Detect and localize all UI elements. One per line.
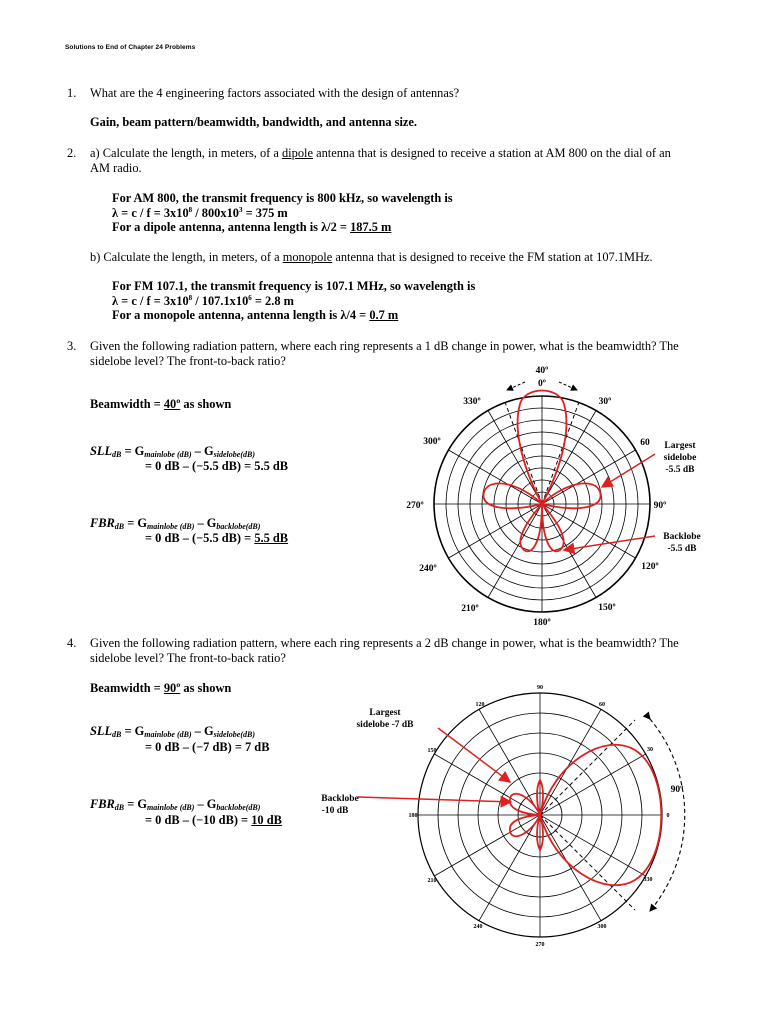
q4-backlobe-label-2: -10 dB: [321, 806, 349, 816]
q3-fbr-eq: [90, 516, 260, 531]
q4-angle-60: 60: [599, 702, 605, 708]
q3-sidelobe-label-2: sidelobe: [663, 453, 697, 463]
q3-beam-arrow-right: [559, 382, 577, 390]
q2a-text-pre: a) Calculate the length, in meters, of a: [90, 146, 282, 160]
q3-sll-eq: [90, 444, 255, 459]
q4-line1: Given the following radiation pattern, where each ring represents a 2 dB change in power, what is the beamwidth? The: [90, 636, 679, 650]
q4-sidelobe-label-2: sidelobe -7 dB: [356, 720, 414, 730]
q3-angle-30: 30º: [598, 397, 612, 407]
q4-fbr-calc-pre: = 0 dB – (−10 dB) =: [145, 813, 252, 827]
q4-bw-pre: Beamwidth =: [90, 681, 164, 695]
q4-sll-sub: dB: [112, 730, 122, 739]
q4-bw-post: as shown: [180, 681, 232, 695]
q3-fbr-sub: dB: [114, 522, 125, 531]
q4-fbr-eq: [90, 797, 260, 812]
q2a-ans2-exp1: 8: [188, 206, 193, 214]
q4-sll-sym: SLL: [90, 724, 113, 738]
q3-angle-150: 150º: [598, 603, 616, 613]
q2a-text-post: antenna that is designed to receive a station at AM 800 on the dial of an: [312, 146, 671, 160]
q3-sll-sub: dB: [112, 450, 122, 459]
q3-fbr-main: mainlobe (dB): [147, 522, 195, 531]
q3-bw-post: as shown: [180, 397, 232, 411]
q2a-answer-3: [112, 220, 391, 235]
q3-angle-120: 120º: [641, 562, 659, 572]
q3-polar-chart: [380, 362, 720, 630]
q1-answer: Gain, beam pattern/beamwidth, bandwidth, and antenna size.: [90, 115, 418, 129]
q4-beamwidth: [90, 681, 231, 696]
q4-angle-90: 90: [537, 685, 543, 691]
q4-sidelobe-upper: [510, 794, 540, 815]
q2b-ans2-pre: λ = c / f = 3x10: [112, 294, 189, 308]
q4-angle-270: 270: [535, 942, 545, 948]
q3-angle-60: 60: [640, 438, 650, 448]
q3-angle-0: 0º: [538, 379, 546, 389]
q3-fbr-calc-val: 5.5 dB: [254, 531, 289, 545]
q4-fbr-back: backlobe(dB): [216, 803, 261, 812]
q2b-text-pre: b) Calculate the length, in meters, of a: [90, 250, 283, 264]
q4-bw-val: 90º: [163, 681, 181, 695]
q3-angle-330: 330º: [463, 397, 481, 407]
q2b-answer-3: [112, 308, 398, 323]
q3-fbr-sym: FBR: [90, 516, 115, 530]
q3-backlobe-label-1: Backlobe: [663, 532, 701, 542]
q3-angle-210: 210º: [461, 604, 479, 614]
q4-angle-0: 0: [666, 813, 670, 819]
q4-fbr-sub: dB: [114, 803, 125, 812]
q2a-ans2-exp2: 3: [238, 206, 243, 214]
q3-number: 3.: [67, 339, 77, 353]
q4-sll-eq: [90, 724, 255, 739]
q3-fbr-calc: [145, 531, 288, 546]
q2a-text-line2: AM radio.: [90, 161, 142, 175]
q3-fbr-back: backlobe(dB): [216, 522, 261, 531]
q4-angle-330: 330: [643, 877, 653, 883]
q2a-ans2-post: = 375 m: [242, 206, 288, 220]
q4-angle-300: 300: [597, 924, 607, 930]
q2b-ans3-pre: For a monopole antenna, antenna length is λ/4 =: [112, 308, 370, 322]
q4-backlobe-arrow: [358, 797, 511, 802]
q4-angle-30: 30: [647, 747, 653, 753]
q3-sll-main: mainlobe (dB): [144, 450, 192, 459]
q2b-ans2-exp2: 6: [248, 294, 252, 302]
q2a-answer-1: For AM 800, the transmit frequency is 800 kHz, so wavelength is: [112, 191, 453, 205]
q2b-text-post: antenna that is designed to receive the FM station at 107.1MHz.: [332, 250, 653, 264]
q3-beam-arrow-left: [507, 382, 525, 390]
q2b-question: [90, 250, 653, 265]
q4-fbr-calc: [145, 813, 282, 828]
q3-bw-pre: Beamwidth =: [90, 397, 164, 411]
page-header: Solutions to End of Chapter 24 Problems: [65, 44, 196, 51]
q3-angle-300: 300º: [423, 437, 441, 447]
q4-sll-side: sidelobe(dB): [213, 730, 255, 739]
q2a-ans2-mid: / 800x10: [192, 206, 239, 220]
q3-angle-270: 270º: [406, 501, 424, 511]
q4-sll-main: mainlobe (dB): [144, 730, 192, 739]
q4-beam-label: 90º: [670, 785, 684, 795]
q2b-ans2-mid: / 107.1x10: [192, 294, 249, 308]
q4-sidelobe-arrow: [438, 728, 510, 782]
q4-angle-210: 210: [427, 878, 437, 884]
q4-number: 4.: [67, 636, 77, 650]
q4-sll-eq-g: = G: [121, 724, 145, 738]
q3-angle-240: 240º: [419, 564, 437, 574]
q4-angle-180: 180: [408, 813, 418, 819]
q3-beamwidth: [90, 397, 231, 412]
q3-sidelobe-label-1: Largest: [664, 441, 696, 451]
q3-sll-sym: SLL: [90, 444, 113, 458]
q4-fbr-main: mainlobe (dB): [147, 803, 195, 812]
q4-line2: sidelobe level? The front-to-back ratio?: [90, 651, 286, 665]
q4-fbr-calc-val: 10 dB: [251, 813, 282, 827]
q4-angle-120: 120: [475, 702, 485, 708]
q4-sll-minus: – G: [191, 724, 214, 738]
q4-sidelobe-lower: [510, 815, 540, 836]
q2b-answer-1: For FM 107.1, the transmit frequency is 107.1 MHz, so wavelength is: [112, 279, 476, 293]
q4-sll-calc: = 0 dB – (−7 dB) = 7 dB: [145, 740, 270, 754]
q3-beam-label: 40º: [535, 366, 549, 376]
q2b-ans2-post: = 2.8 m: [251, 294, 294, 308]
q4-angle-240: 240: [473, 924, 483, 930]
q3-angle-90: 90º: [653, 501, 667, 511]
q2a-ans3-val: 187.5 m: [350, 220, 392, 234]
q2b-ans3-val: 0.7 m: [369, 308, 399, 322]
q3-line1: Given the following radiation pattern, where each ring represents a 1 dB change in power, what is the beamwidth? The: [90, 339, 679, 353]
q2a-answer-2: [112, 206, 288, 221]
q2a-ans2-pre: λ = c / f = 3x10: [112, 206, 189, 220]
q3-sidelobe-label-3: -5.5 dB: [665, 465, 695, 475]
q3-fbr-minus: – G: [194, 516, 217, 530]
q1-number: 1.: [67, 86, 77, 100]
q4-fbr-sym: FBR: [90, 797, 115, 811]
q3-fbr-calc-pre: = 0 dB – (−5.5 dB) =: [145, 531, 255, 545]
q4-polar-chart: [300, 662, 710, 952]
q4-fbr-eq-g: = G: [124, 797, 148, 811]
q2a-term: dipole: [281, 146, 313, 160]
q2b-answer-2: [112, 294, 294, 309]
q3-sll-eq-g: = G: [121, 444, 145, 458]
q2a-question: [90, 146, 710, 176]
q3-bw-val: 40º: [163, 397, 181, 411]
q2b-term: monopole: [282, 250, 333, 264]
q3-backlobe-label-2: -5.5 dB: [667, 544, 697, 554]
q3-sll-calc: = 0 dB – (−5.5 dB) = 5.5 dB: [145, 459, 289, 473]
q4-angle-150: 150: [427, 748, 437, 754]
q3-sll-side: sidelobe(dB): [213, 450, 255, 459]
q4-fbr-minus: – G: [194, 797, 217, 811]
q2b-ans2-exp1: 8: [188, 294, 193, 302]
q2-number: 2.: [67, 146, 77, 160]
q4-backlobe-label-1: Backlobe: [321, 794, 359, 804]
q3-line2: sidelobe level? The front-to-back ratio?: [90, 354, 286, 368]
q2a-ans3-pre: For a dipole antenna, antenna length is λ/2 =: [112, 220, 351, 234]
q3-fbr-eq-g: = G: [124, 516, 148, 530]
q3-angle-180: 180º: [533, 618, 551, 628]
q1-question: What are the 4 engineering factors associated with the design of antennas?: [90, 86, 460, 100]
q4-sidelobe-label-1: Largest: [369, 708, 401, 718]
q3-sll-minus: – G: [191, 444, 214, 458]
